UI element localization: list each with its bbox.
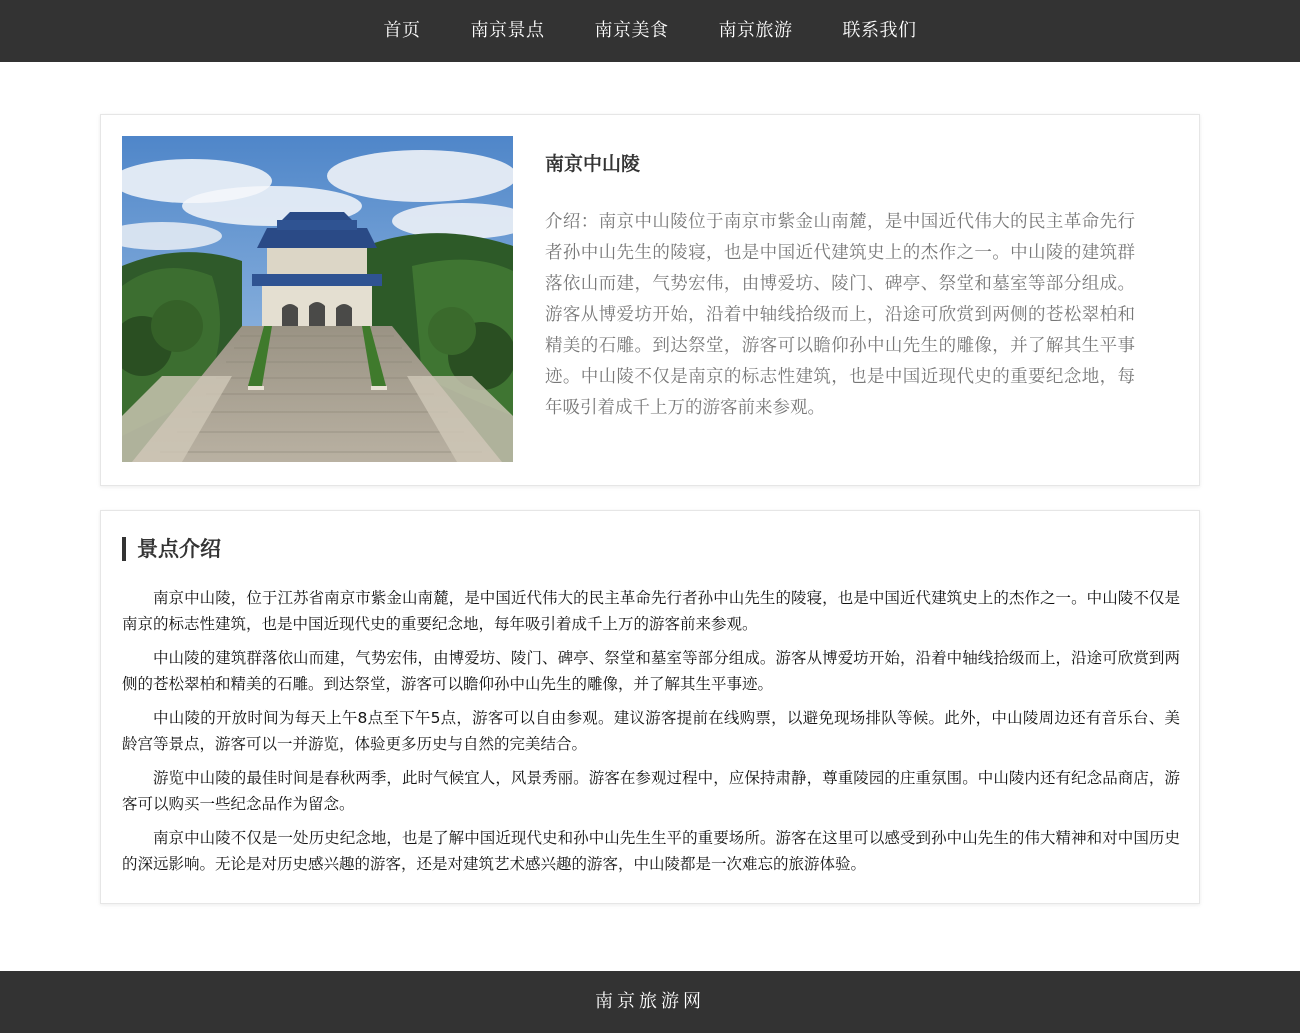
nav-item-contact[interactable]: 联系我们 — [842, 20, 917, 41]
attraction-detail-card — [100, 510, 1200, 904]
section-heading: 景点介绍 — [122, 537, 221, 561]
nav-item-travel[interactable]: 南京旅游 — [718, 20, 793, 41]
nav-item-attractions[interactable]: 南京景点 — [470, 20, 545, 41]
attraction-title: 南京中山陵 — [545, 153, 641, 175]
attraction-intro-card — [100, 114, 1200, 486]
nav-item-home[interactable]: 首页 — [383, 20, 421, 41]
nav-item-food[interactable]: 南京美食 — [594, 20, 669, 41]
detail-paragraph: 中山陵的开放时间为每天上午8点至下午5点，游客可以自由参观。建议游客提前在线购票，以避免现场排队等候。此外，中山陵周边还有音乐台、美龄宫等景点，游客可以一并游览，体验更多历史与自然的完美结合。 — [122, 709, 1180, 753]
site-footer: 南京旅游网 — [0, 971, 1300, 1033]
detail-paragraph: 南京中山陵，位于江苏省南京市紫金山南麓，是中国近代伟大的民主革命先行者孙中山先生的陵寝，也是中国近代建筑史上的杰作之一。中山陵不仅是南京的标志性建筑，也是中国近现代史的重要纪念地，每年吸引着成千上万的游客前来参观。 — [122, 589, 1180, 633]
detail-paragraph: 游览中山陵的最佳时间是春秋两季，此时气候宜人，风景秀丽。游客在参观过程中，应保持肃静，尊重陵园的庄重氛围。中山陵内还有纪念品商店，游客可以购买一些纪念品作为留念。 — [122, 769, 1180, 813]
mausoleum-photo — [122, 136, 513, 462]
detail-paragraph: 南京中山陵不仅是一处历史纪念地，也是了解中国近现代史和孙中山先生生平的重要场所。游客在这里可以感受到孙中山先生的伟大精神和对中国历史的深远影响。无论是对历史感兴趣的游客，还是对建筑艺术感兴趣的游客，中山陵都是一次难忘的旅游体验。 — [122, 829, 1180, 873]
top-navigation — [0, 0, 1300, 62]
detail-paragraphs — [122, 585, 1180, 885]
attraction-summary: 介绍：南京中山陵位于南京市紫金山南麓，是中国近代伟大的民主革命先行者孙中山先生的陵寝，也是中国近代建筑史上的杰作之一。中山陵的建筑群落依山而建，气势宏伟，由博爱坊、陵门、碑亭、祭堂和墓室等部分组成。游客从博爱坊开始，沿着中轴线拾级而上，沿途可欣赏到两侧的苍松翠柏和精美的石雕。到达祭堂，游客可以瞻仰孙中山先生的雕像，并了解其生平事迹。中山陵不仅是南京的标志性建筑，也是中国近现代史的重要纪念地，每年吸引着成千上万的游客前来参观。 — [545, 212, 1135, 418]
detail-paragraph: 中山陵的建筑群落依山而建，气势宏伟，由博爱坊、陵门、碑亭、祭堂和墓室等部分组成。游客从博爱坊开始，沿着中轴线拾级而上，沿途可欣赏到两侧的苍松翠柏和精美的石雕。到达祭堂，游客可以瞻仰孙中山先生的雕像，并了解其生平事迹。 — [122, 649, 1180, 693]
